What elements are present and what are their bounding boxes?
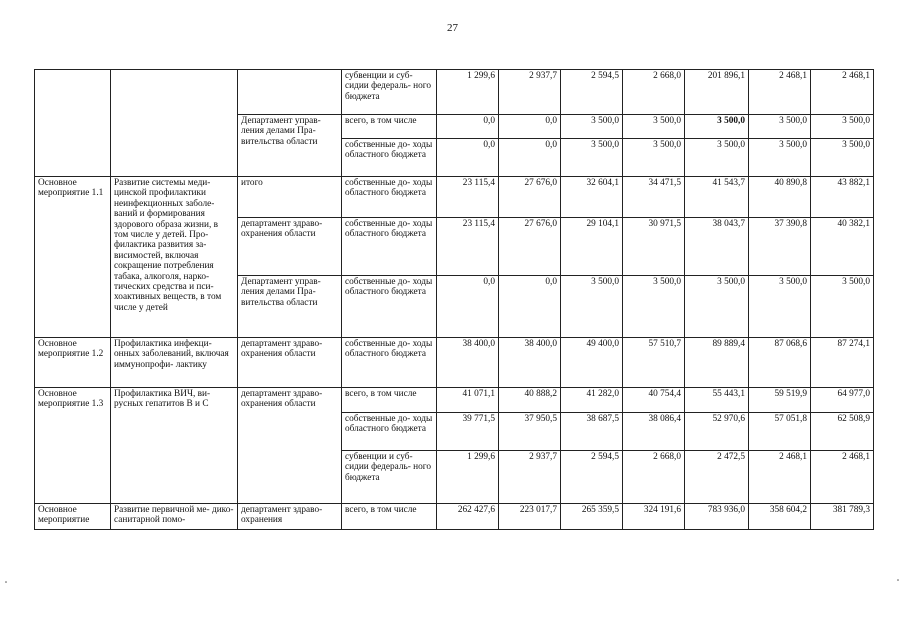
value-cell: 2 594,5 (561, 70, 623, 115)
value-cell: 59 519,9 (749, 388, 811, 413)
value-cell: 2 468,1 (811, 70, 874, 115)
source-cell: всего, в том числе (342, 388, 437, 413)
dept-cell: итого (238, 177, 342, 218)
value-cell: 89 889,4 (685, 338, 749, 388)
value-cell: 40 382,1 (811, 218, 874, 276)
source-cell: субвенции и суб- сидии федераль- ного бюджета (342, 451, 437, 504)
event-name-cell: Профилактика ВИЧ, ви- русных гепатитов В и С (111, 388, 238, 504)
value-cell: 37 390,8 (749, 218, 811, 276)
value-cell: 0,0 (499, 115, 561, 139)
value-cell: 39 771,5 (437, 413, 499, 451)
event-cell: Основное мероприятие 1.2 (35, 338, 111, 388)
page-number: 27 (447, 22, 458, 34)
value-cell: 3 500,0 (811, 115, 874, 139)
value-cell: 64 977,0 (811, 388, 874, 413)
value-cell: 2 937,7 (499, 451, 561, 504)
value-cell: 3 500,0 (623, 115, 685, 139)
value-cell: 3 500,0 (685, 276, 749, 338)
event-cell: Основное мероприятие (35, 504, 111, 530)
value-cell: 57 510,7 (623, 338, 685, 388)
value-cell: 32 604,1 (561, 177, 623, 218)
value-cell: 1 299,6 (437, 451, 499, 504)
value-cell: 23 115,4 (437, 218, 499, 276)
value-cell: 23 115,4 (437, 177, 499, 218)
source-cell: собственные до- ходы областного бюджета (342, 139, 437, 177)
value-cell: 38 043,7 (685, 218, 749, 276)
event-name-cell: Развитие первичной ме- дико-санитарной помо- (111, 504, 238, 530)
value-cell: 201 896,1 (685, 70, 749, 115)
value-cell: 0,0 (499, 139, 561, 177)
source-cell: всего, в том числе (342, 115, 437, 139)
value-cell: 223 017,7 (499, 504, 561, 530)
value-cell: 40 888,2 (499, 388, 561, 413)
value-cell: 381 789,3 (811, 504, 874, 530)
value-cell: 3 500,0 (561, 115, 623, 139)
value-cell: 55 443,1 (685, 388, 749, 413)
value-cell: 2 468,1 (811, 451, 874, 504)
scan-speck (5, 581, 7, 583)
source-cell: собственные до- ходы областного бюджета (342, 218, 437, 276)
event-name-cell: Развитие системы меди- цинской профилактики неинфекционных заболе- ваний и формирования здорового образа жизни, в том числе у детей. Про- филактика развития за- висимостей, включая сокращение потребления табака, алкоголя, нарко- тических средства и пси- хоактивных веществ, в том числе у детей (111, 177, 238, 338)
value-cell: 3 500,0 (623, 139, 685, 177)
value-cell: 49 400,0 (561, 338, 623, 388)
value-cell: 3 500,0 (749, 276, 811, 338)
value-cell: 783 936,0 (685, 504, 749, 530)
value-cell: 2 468,1 (749, 451, 811, 504)
value-cell: 38 687,5 (561, 413, 623, 451)
value-cell: 52 970,6 (685, 413, 749, 451)
value-cell: 0,0 (499, 276, 561, 338)
value-cell: 0,0 (437, 139, 499, 177)
value-cell: 3 500,0 (749, 139, 811, 177)
value-cell: 262 427,6 (437, 504, 499, 530)
value-cell: 57 051,8 (749, 413, 811, 451)
value-cell: 29 104,1 (561, 218, 623, 276)
value-cell: 27 676,0 (499, 218, 561, 276)
value-cell: 265 359,5 (561, 504, 623, 530)
value-cell: 37 950,5 (499, 413, 561, 451)
value-cell: 41 071,1 (437, 388, 499, 413)
event-cell: Основное мероприятие 1.3 (35, 388, 111, 504)
value-cell: 2 937,7 (499, 70, 561, 115)
value-cell: 87 068,6 (749, 338, 811, 388)
dept-cell: Департамент управ- ления делами Пра- вительства области (238, 115, 342, 177)
source-cell: собственные до- ходы областного бюджета (342, 338, 437, 388)
value-cell: 3 500,0 (561, 276, 623, 338)
value-cell: 41 543,7 (685, 177, 749, 218)
value-cell: 2 594,5 (561, 451, 623, 504)
value-cell: 62 508,9 (811, 413, 874, 451)
value-cell: 0,0 (437, 115, 499, 139)
value-cell: 3 500,0 (685, 139, 749, 177)
value-cell: 38 400,0 (499, 338, 561, 388)
source-cell: собственные до- ходы областного бюджета (342, 177, 437, 218)
value-cell: 40 890,8 (749, 177, 811, 218)
value-cell: 30 971,5 (623, 218, 685, 276)
value-cell: 3 500,0 (561, 139, 623, 177)
dept-cell: департамент здраво- охранения области (238, 338, 342, 388)
value-cell: 3 500,0 (749, 115, 811, 139)
value-cell: 41 282,0 (561, 388, 623, 413)
value-cell: 27 676,0 (499, 177, 561, 218)
value-cell: 2 472,5 (685, 451, 749, 504)
value-cell: 324 191,6 (623, 504, 685, 530)
scan-speck (897, 579, 899, 581)
value-cell: 87 274,1 (811, 338, 874, 388)
value-cell: 38 086,4 (623, 413, 685, 451)
dept-cell: департамент здраво- охранения области (238, 218, 342, 276)
value-cell: 2 468,1 (749, 70, 811, 115)
source-cell: субвенции и суб- сидии федераль- ного бюджета (342, 70, 437, 115)
value-cell: 1 299,6 (437, 70, 499, 115)
value-cell: 38 400,0 (437, 338, 499, 388)
value-cell: 358 604,2 (749, 504, 811, 530)
value-cell: 3 500,0 (811, 139, 874, 177)
source-cell: собственные до- ходы областного бюджета (342, 413, 437, 451)
source-cell: собственные до- ходы областного бюджета (342, 276, 437, 338)
value-cell: 2 668,0 (623, 451, 685, 504)
event-name-cell: Профилактика инфекци- онных заболеваний, включая иммунопрофи- лактику (111, 338, 238, 388)
value-cell: 3 500,0 (623, 276, 685, 338)
value-cell: 40 754,4 (623, 388, 685, 413)
dept-cell: департамент здраво- охранения (238, 504, 342, 530)
value-cell: 2 668,0 (623, 70, 685, 115)
value-cell: 43 882,1 (811, 177, 874, 218)
source-cell: всего, в том числе (342, 504, 437, 530)
value-cell: 3 500,0 (685, 115, 749, 139)
value-cell: 3 500,0 (811, 276, 874, 338)
event-cell: Основное мероприятие 1.1 (35, 177, 111, 338)
dept-cell: департамент здраво- охранения области (238, 388, 342, 504)
dept-cell: Департамент управ- ления делами Пра- вительства области (238, 276, 342, 338)
value-cell: 0,0 (437, 276, 499, 338)
value-cell: 34 471,5 (623, 177, 685, 218)
